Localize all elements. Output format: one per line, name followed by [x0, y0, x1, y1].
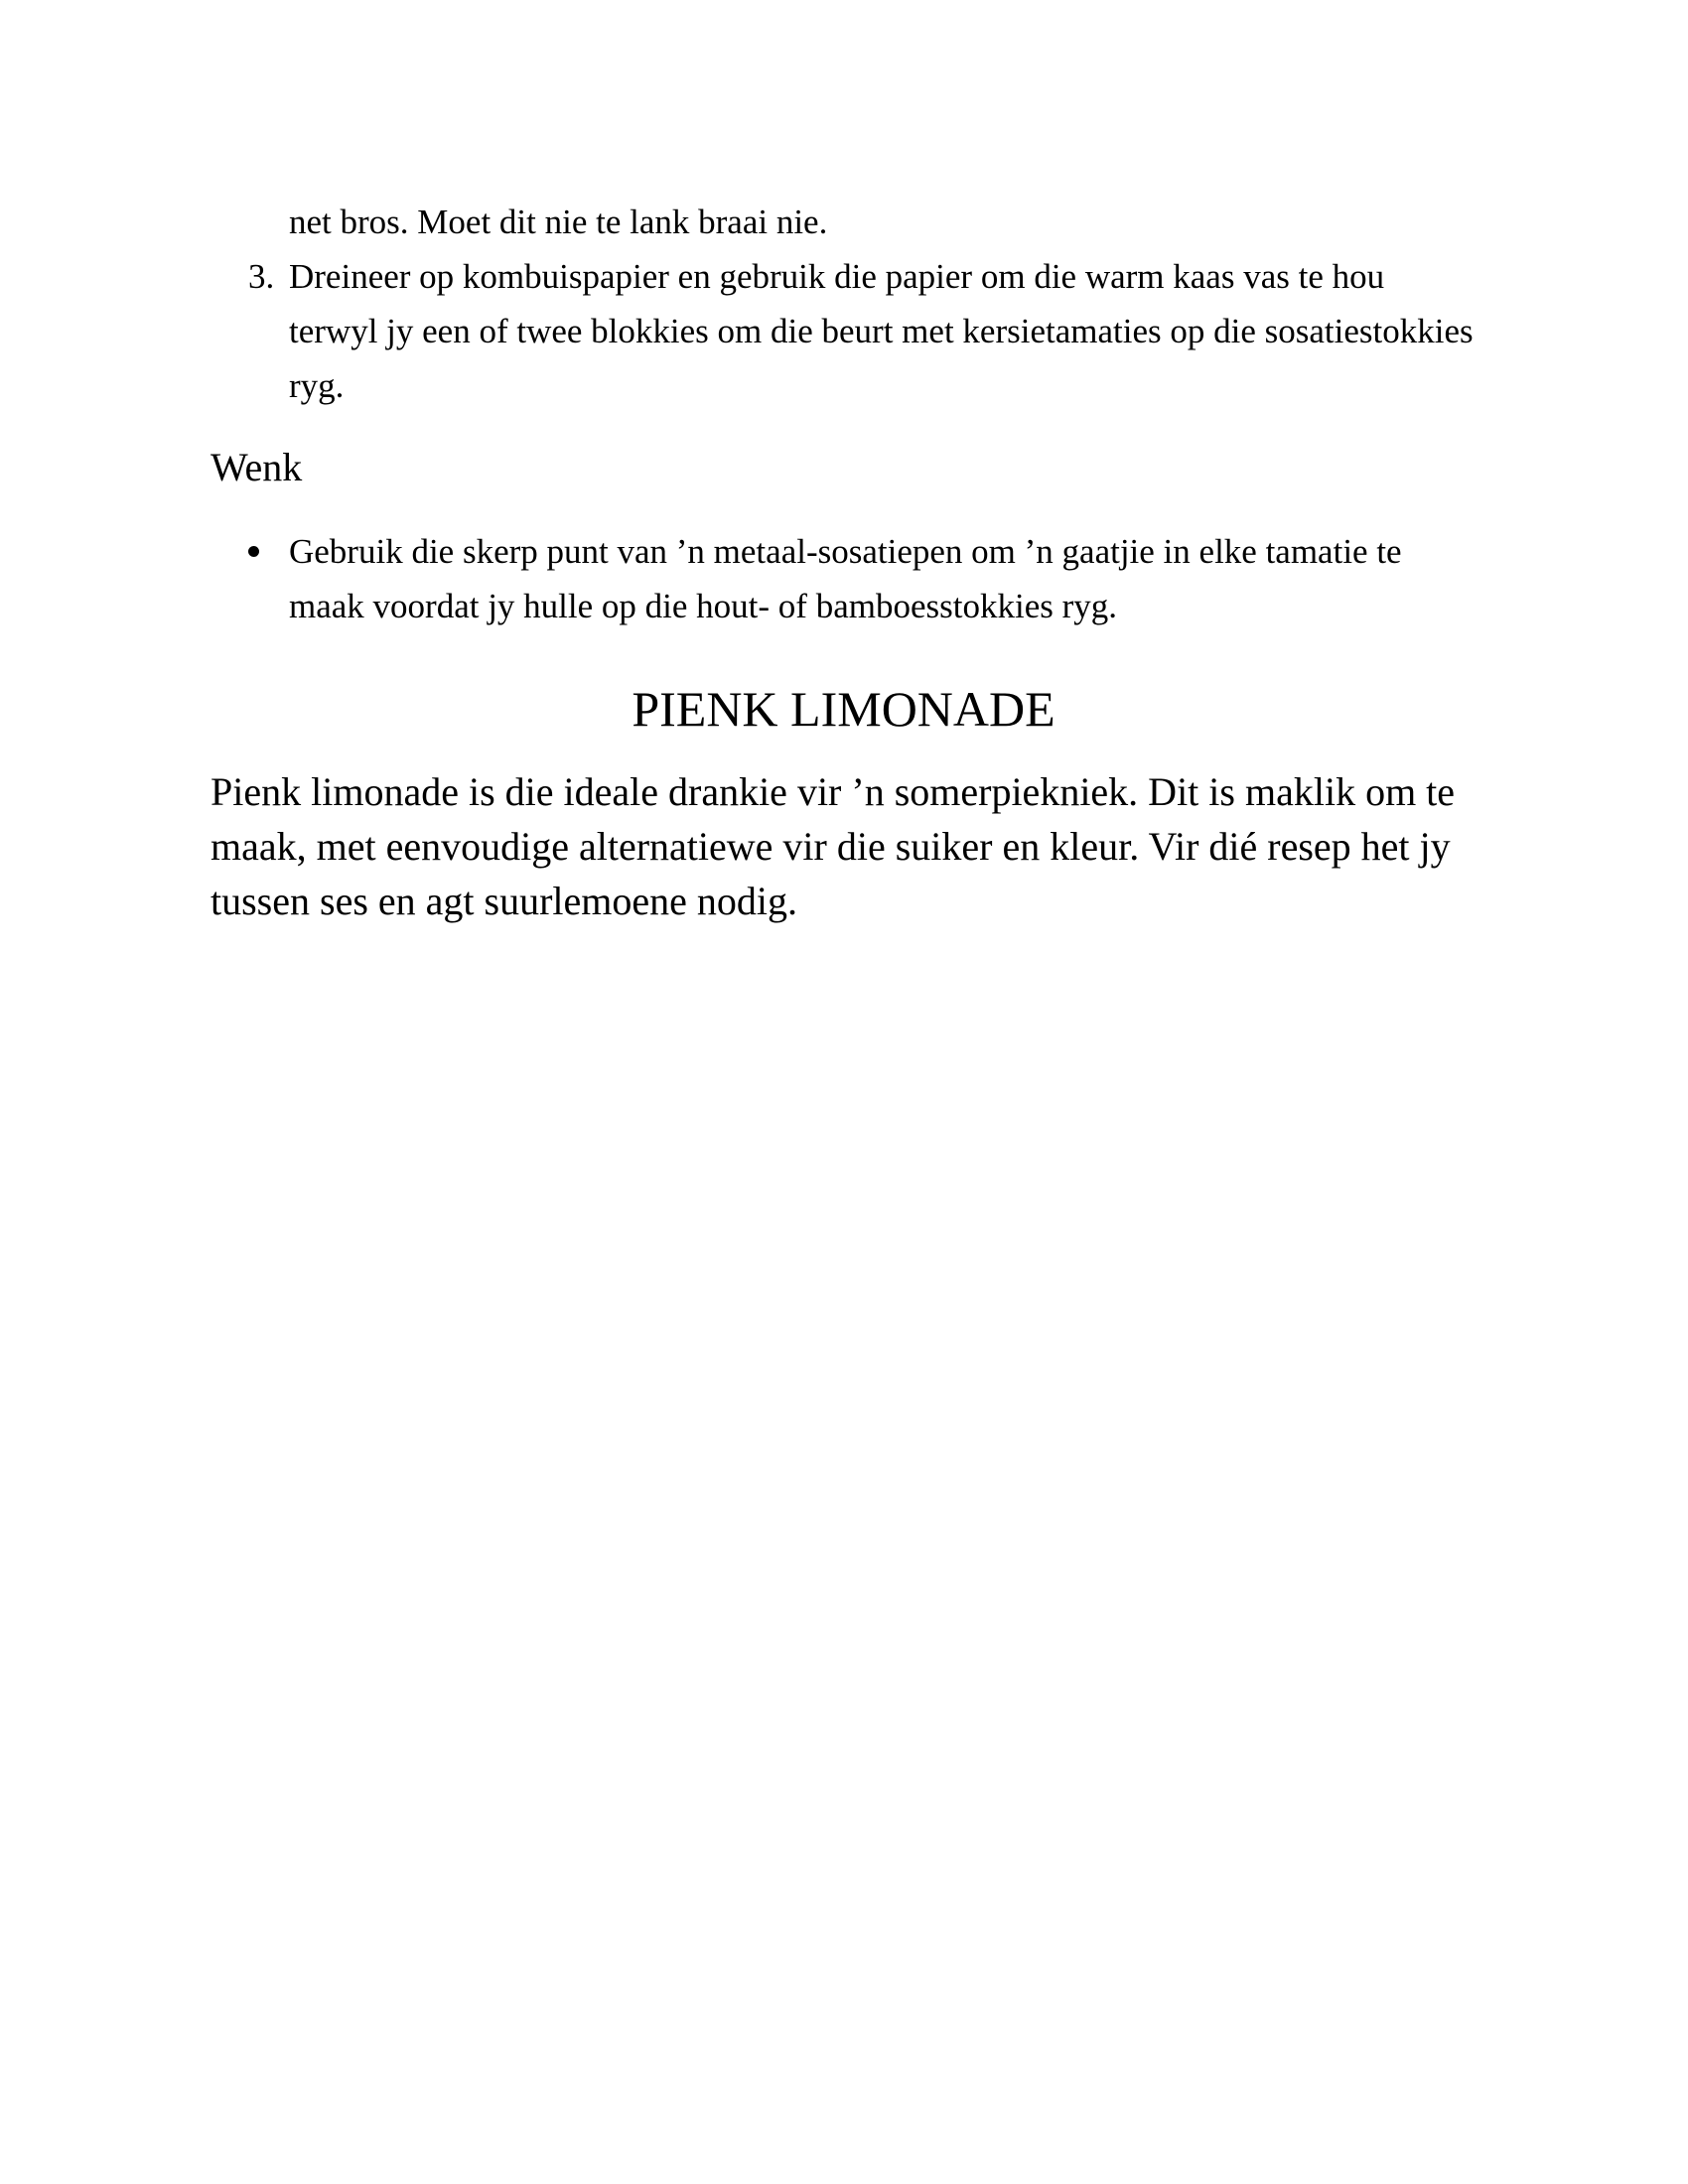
- tip-heading: Wenk: [211, 445, 303, 489]
- tip-list-item: [289, 524, 1480, 633]
- recipe-step-3: [248, 249, 1480, 413]
- recipe-step-continuation: net bros. Moet dit nie te lank braai nie.: [289, 203, 828, 241]
- section-title: PIENK LIMONADE: [632, 681, 1055, 737]
- section-intro-paragraph: Pienk limonade is die ideale drankie vir ’n somerpiekniek. Dit is maklik om te maak, met eenvoudige alternatiewe vir die suiker en kleur. Vir dié resep het jy tussen ses en agt suurlemoene nodig.: [211, 769, 1456, 923]
- step-number: 3.: [248, 257, 275, 296]
- bullet-icon: [248, 546, 259, 557]
- page-content: [211, 195, 1501, 928]
- tip-text: Gebruik die skerp punt van ’n metaal-sosatiepen om ’n gaatjie in elke tamatie te maak voordat jy hulle op die hout- of bamboesstokkies ryg.: [289, 532, 1402, 625]
- step-text: Dreineer op kombuispapier en gebruik die papier om die warm kaas vas te hou terwyl jy een of twee blokkies om die beurt met kersietamaties op die sosatiestokkies ryg.: [289, 257, 1474, 405]
